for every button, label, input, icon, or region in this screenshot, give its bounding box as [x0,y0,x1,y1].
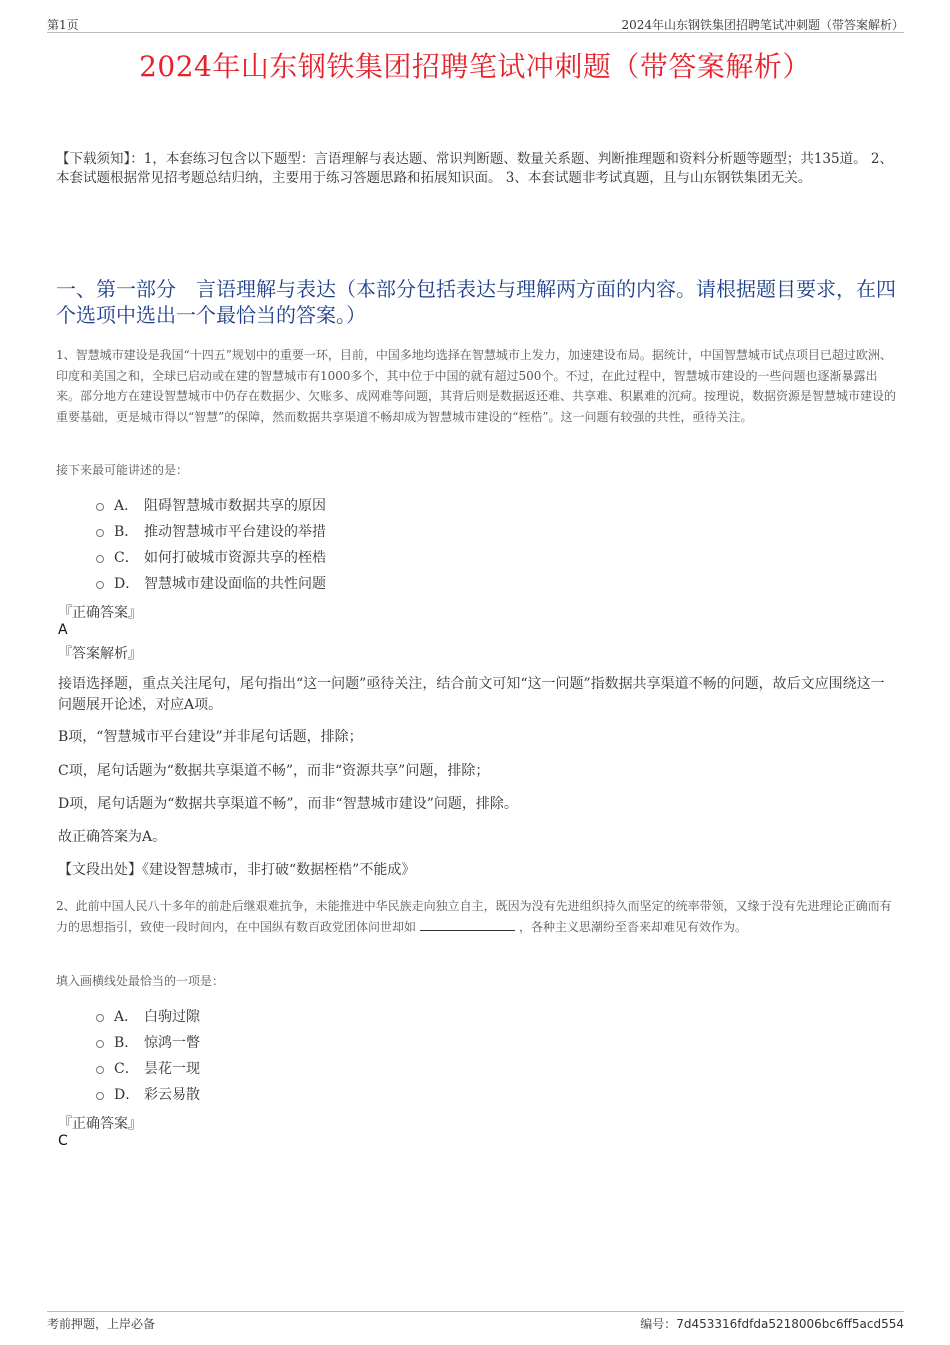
question-1-answer-label: 『正确答案』 [58,605,142,621]
download-notice: 【下载须知】：1，本套练习包含以下题型：言语理解与表达题、常识判断题、数量关系题、判断推理题和资料分析题等题型；共135道。 2、本套试题根据常见招考题总结归纳，主要用于练习答题思路和拓展知识面。 3、本套试题非考试真题，且与山东钢铁集团无关。 [56,151,893,186]
option-c[interactable]: C． 昙花一现 [96,1055,200,1081]
section-heading: 一、第一部分 言语理解与表达（本部分包括表达与理解两方面的内容。请根据题目要求，在四个选项中选出一个最恰当的答案。） [56,277,896,327]
question-1-options [96,492,326,596]
radio-icon[interactable] [96,1040,104,1048]
option-b[interactable]: B． 推动智慧城市平台建设的举措 [96,518,326,544]
question-2-answer: C [58,1133,68,1149]
radio-icon[interactable] [96,503,104,511]
page-title: 2024年山东钢铁集团招聘笔试冲刺题（带答案解析） [139,50,811,83]
footer-slogan: 考前押题，上岸必备 [47,1317,156,1331]
question-1-analysis-label: 『答案解析』 [58,646,142,662]
radio-icon[interactable] [96,555,104,563]
fill-blank [420,918,515,931]
radio-icon[interactable] [96,581,104,589]
question-2-text: 2、此前中国人民八十多年的前赴后继艰难抗争，未能推进中华民族走向独立自主，既因为没有先进组织持久而坚定的统率带领，又缘于没有先进理论正确而有力的思想指引，致使一段时间内，在中国纵有数百政党团体问世却如 ，各种主义思潮纷至沓来却难见有效作为。 [56,899,892,934]
radio-icon[interactable] [96,1066,104,1074]
option-a[interactable]: A． 阻碍智慧城市数据共享的原因 [96,492,326,518]
question-1-answer: A [58,622,68,638]
analysis-paragraph: B项，“智慧城市平台建设”并非尾句话题，排除； [58,729,363,745]
header-doc-title: 2024年山东钢铁集团招聘笔试冲刺题（带答案解析） [621,18,904,32]
radio-icon[interactable] [96,1014,104,1022]
page-number: 第1页 [47,18,79,32]
option-d[interactable]: D． 彩云易散 [96,1081,200,1107]
option-c[interactable]: C． 如何打破城市资源共享的桎梏 [96,544,326,570]
analysis-paragraph: 接语选择题，重点关注尾句，尾句指出“这一问题”亟待关注，结合前文可知“这一问题”指数据共享渠道不畅的问题，故后文应围绕这一问题展开论述，对应A项。 [58,676,885,713]
footer-code: 编号：7d453316fdfda5218006bc6ff5acd554 [640,1317,904,1331]
footer-divider [47,1311,904,1312]
question-1-prompt: 接下来最可能讲述的是： [56,463,189,477]
question-2-answer-label: 『正确答案』 [58,1116,142,1132]
question-2-prompt: 填入画横线处最恰当的一项是： [56,974,225,988]
analysis-paragraph: C项，尾句话题为“数据共享渠道不畅”，而非“资源共享”问题，排除； [58,763,490,779]
analysis-source: 【文段出处】《建设智慧城市，非打破“数据桎梏”不能成》 [58,862,416,878]
question-1-text: 1、智慧城市建设是我国“十四五”规划中的重要一环，目前，中国多地均选择在智慧城市上发力，加速建设布局。据统计，中国智慧城市试点项目已超过欧洲、印度和美国之和，全球已启动或在建的智慧城市有1000多个，其中位于中国的就有超过500个。不过，在此过程中，智慧城市建设的一些问题也逐渐暴露出来。部分地方在建设智慧城市中仍存在数据少、欠账多、成网难等问题，其背后则是数据返还难、共享难、积累难的沉疴。按理说，数据资源是智慧城市建设的重要基础，更是城市得以“智慧”的保障，然而数据共享渠道不畅却成为智慧城市建设的“桎梏”。这一问题有较强的共性，亟待关注。 [56,348,897,424]
radio-icon[interactable] [96,529,104,537]
question-2-options [96,1003,200,1107]
analysis-paragraph: D项，尾句话题为“数据共享渠道不畅”，而非“智慧城市建设”问题，排除。 [58,796,518,812]
option-d[interactable]: D． 智慧城市建设面临的共性问题 [96,570,326,596]
header-divider [47,32,904,33]
option-a[interactable]: A． 白驹过隙 [96,1003,200,1029]
option-b[interactable]: B． 惊鸿一瞥 [96,1029,200,1055]
analysis-paragraph: 故正确答案为A。 [58,829,167,845]
radio-icon[interactable] [96,1092,104,1100]
